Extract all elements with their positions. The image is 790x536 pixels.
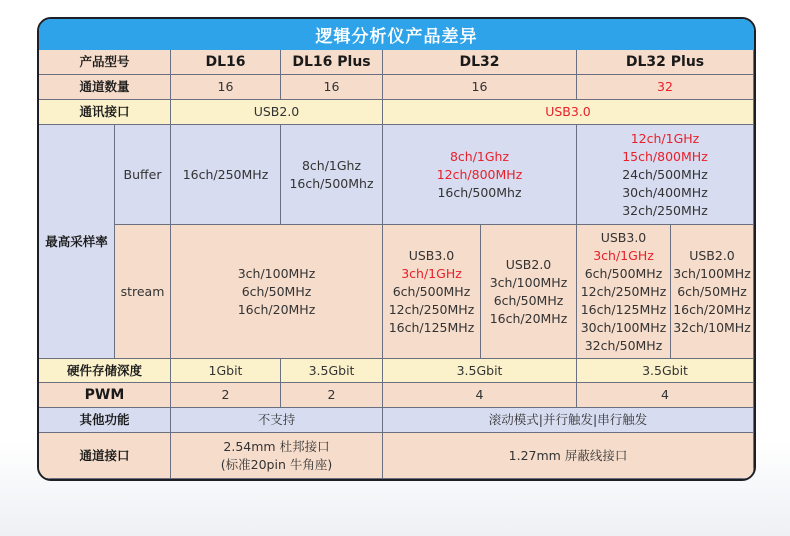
stream-dl32-plus-usb2: USB2.0 3ch/100MHz 6ch/50MHz 16ch/20MHz 32ch/10MHz [671, 225, 754, 359]
channels-dl16: 16 [171, 75, 281, 100]
pwm-dl32-plus: 4 [577, 383, 754, 408]
comparison-table [37, 17, 756, 481]
row-label-pwm: PWM [39, 383, 171, 408]
stream-dl16-group: 3ch/100MHz 6ch/50MHz 16ch/20MHz [171, 225, 383, 359]
channels-dl32: 16 [383, 75, 577, 100]
row-label-sample-rate: 最高采样率 [39, 125, 115, 359]
row-label-storage: 硬件存储深度 [39, 359, 171, 383]
stream-dl32-plus-usb3: USB3.0 3ch/1GHz 6ch/500MHz 12ch/250MHz 16ch/125MHz 30ch/100MHz 32ch/50MHz [577, 225, 671, 359]
other-dl16-group: 不支持 [171, 408, 383, 433]
channels-dl32-plus: 32 [577, 75, 754, 100]
row-label-other: 其他功能 [39, 408, 171, 433]
storage-dl32: 3.5Gbit [383, 359, 577, 383]
row-label-model: 产品型号 [39, 50, 171, 75]
stream-dl32-usb3: USB3.0 3ch/1GHz 6ch/500MHz 12ch/250MHz 16ch/125MHz [383, 225, 481, 359]
storage-dl32-plus: 3.5Gbit [577, 359, 754, 383]
pwm-dl16-plus: 2 [281, 383, 383, 408]
interface-dl16-group: USB2.0 [171, 100, 383, 125]
buffer-dl16-plus: 8ch/1Ghz 16ch/500Mhz [281, 125, 383, 225]
stream-dl32-usb2: USB2.0 3ch/100MHz 6ch/50MHz 16ch/20MHz [481, 225, 577, 359]
interface-dl32-group: USB3.0 [383, 100, 754, 125]
sublabel-buffer: Buffer [115, 125, 171, 225]
model-dl16-plus: DL16 Plus [281, 50, 383, 75]
other-dl32-group: 滚动模式|并行触发|串行触发 [383, 408, 754, 433]
connector-dl16-group: 2.54mm 杜邦接口 (标准20pin 牛角座) [171, 433, 383, 479]
table-title: 逻辑分析仪产品差异 [39, 19, 754, 50]
model-dl16: DL16 [171, 50, 281, 75]
model-dl32-plus: DL32 Plus [577, 50, 754, 75]
sublabel-stream: stream [115, 225, 171, 359]
row-label-interface: 通讯接口 [39, 100, 171, 125]
row-label-connector: 通道接口 [39, 433, 171, 479]
channels-dl16-plus: 16 [281, 75, 383, 100]
model-dl32: DL32 [383, 50, 577, 75]
row-label-channels: 通道数量 [39, 75, 171, 100]
buffer-dl32-plus: 12ch/1GHz 15ch/800MHz 24ch/500MHz 30ch/400MHz 32ch/250MHz [577, 125, 754, 225]
storage-dl16: 1Gbit [171, 359, 281, 383]
storage-dl16-plus: 3.5Gbit [281, 359, 383, 383]
pwm-dl32: 4 [383, 383, 577, 408]
buffer-dl32: 8ch/1Ghz 12ch/800MHz 16ch/500Mhz [383, 125, 577, 225]
buffer-dl16: 16ch/250MHz [171, 125, 281, 225]
connector-dl32-group: 1.27mm 屏蔽线接口 [383, 433, 754, 479]
pwm-dl16: 2 [171, 383, 281, 408]
